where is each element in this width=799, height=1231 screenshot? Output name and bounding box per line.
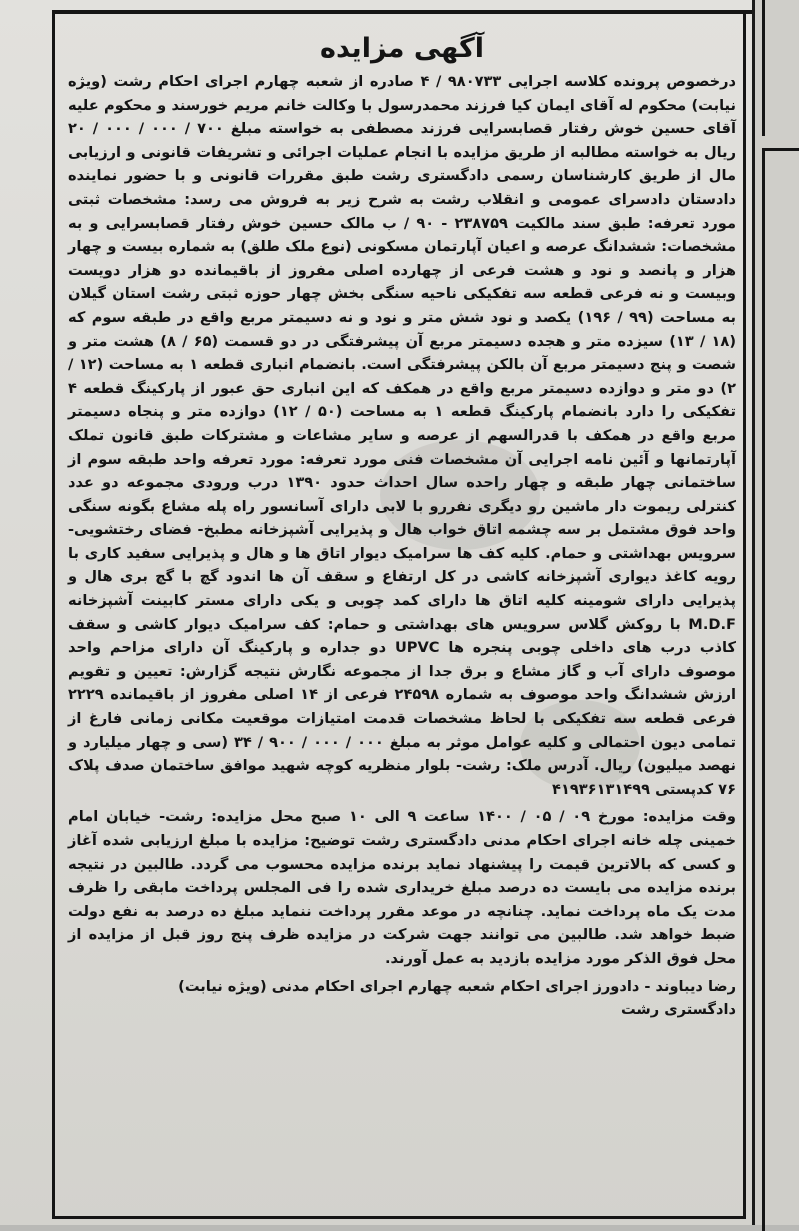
auction-time-and-terms: وقت مزایده: مورخ ۰۹ / ۰۵ / ۱۴۰۰ ساعت ۹ الی ۱۰ صبح محل مزایده: رشت- خیابان امام خمینی چله خانه اجرای احکام مدنی دادگستری رشت توضیح: مزایده با مبلغ ارزیابی شده آغاز و کسی که بالاترین قیمت را پیشنهاد نماید برنده مزایده محسوب می گردد. طالبین در نتیجه برنده مزایده می بایست ده درصد مبلغ خریداری شده را فی المجلس پرداخت مابقی را ظرف مدت یک ماه پرداخت نماید. چنانچه در موعد مقرر پرداخت ننماید مبلغ ده درصد به نفع دولت ضبط خواهد شد. طالبین می توانند جهت شرکت در مزایده ظرف پنج روز قبل از مزایده از محل فوق الذکر مورد مزایده بازدید به عمل آورند.: [68, 808, 736, 967]
adjacent-ad-frame: [762, 148, 799, 1231]
notice-body: درخصوص پرونده کلاسه اجرایی ۹۸۰۷۳۳ / ۴ صادره از شعبه چهارم اجرای احکام رشت (ویژه نیابت) محکوم له آقای ایمان کیا فرزند محمدرسول با وکالت خانم مریم خورسند و محکوم علیه آقای حسین خوش رفتار قصابسرایی فرزند مصطفی به خواسته مبلغ ۷۰۰ / ۰۰۰ / ۰۰۰ / ۲۰ ریال به خواسته مطالبه از طریق مزایده با انجام عملیات اجرائی و تشریفات قانونی و ارزیابی مال از طریق کارشناسان رسمی دادگستری رشت طبق مقررات قانونی و با حضور نماینده دادستان دادسرای عمومی و انقلاب رشت به شرح زیر به فروش می رسد: مشخصات ثبتی مورد تعرفه: طبق سند مالکیت ۲۳۸۷۵۹ - ۹۰ / ب مالک حسین خوش رفتار قصابسرایی و به مشخصات: ششدانگ عرصه و اعیان آپارتمان مسکونی (نوع ملک طلق) به شماره بیست و چهار هزار و پانصد و نود و هشت فرعی از چهارده اصلی مفروز از باقیمانده دو هزار دویست وبیست و نه فرعی قطعه سه تفکیکی ناحیه سنگی بخش چهار حوزه ثبتی رشت استان گیلان به مساحت (۹۹ / ۱۹۶) یکصد و نود شش متر و نود و نه دسیمتر مربع واقع در طبقه سوم که (۱۸ / ۱۳) سیزده متر و هجده دسیمتر مربع آن پیشرفتگی در دو قسمت (۶۵ / ۸) هشت متر و شصت و پنج دسیمتر مربع آن بالکن پیشرفتگی است. بانضمام انباری قطعه ۱ به مساحت (۱۲ / ۲) دو متر و دوازده دسیمتر مربع واقع در همکف که این انباری حق عبور از پارکینگ قطعه ۴ تفکیکی را دارد بانضمام پارکینگ قطعه ۱ به مساحت (۵۰ / ۱۲) دوازده متر و پنجاه دسیمتر مربع واقع در همکف با قدرالسهم از عرصه و سایر مشاعات و مشترکات طبق قانون تملک آپارتمانها و آئین نامه اجرایی آن مشخصات فنی مورد تعرفه: مورد تعرفه واحد طبقه سوم از ساختمانی چهار طبقه و چهار راحده سال احداث حدود ۱۳۹۰ درب ورودی مجموعه دو عدد کنترلی ریموت دار ماشین رو دیگری نفررو با لابی دارای آسانسور راه پله مشاع بگونه سنگی واحد فوق مشتمل بر سه چشمه اتاق خواب هال و پذیرایی آشپزخانه مطبخ- فضای رختشویی- سرویس بهداشتی و حمام. کلیه کف ها سرامیک دیوار اتاق ها و هال و پذیرایی سفید کاری با رویه کاغذ دیواری آشپزخانه کاشی در کل ارتفاع و سقف آن ها اندود گچ با گچ بری هال و پذیرایی دارای شومینه کلیه اتاق ها دارای کمد چوبی و یکی دارای مستر کابینت آشپزخانه M.D.F با روکش گلاس سرویس های بهداشتی و حمام: کف سرامیک دیوار کاشی و سقف کاذب درب های داخلی چوبی پنجره ها UPVC دو جداره و پارکینگ آن دارای مزاحم واحد موصوف دارای آب و گاز مشاع و برق جدا از مجموعه نگارش نتیجه گزارش: تعیین و تقویم ارزش ششدانگ واحد موصوف به شماره ۲۴۵۹۸ فرعی از ۱۴ اصلی مفروز از باقیمانده ۲۲۲۹ فرعی قطعه سه تفکیکی با لحاظ مشخصات قدمت امتیازات موقعیت مکانی زمانی فارغ از تمامی دیون احتمالی و کلیه عوامل موثر به مبلغ ۰۰۰ / ۰۰۰ / ۹۰۰ / ۳۴ (سی و چهار میلیارد و نهصد میلیون) ریال. آدرس ملک: رشت- بلوار منظریه کوچه شهید موافق ساختمان صدف پلاک ۷۶ کدپستی ۴۱۹۳۶۱۳۱۴۹۹: [68, 73, 737, 798]
auction-notice: [68, 30, 736, 1215]
adjacent-ad-frame: [762, 0, 799, 136]
notice-title: آگهی مزایده: [320, 33, 484, 64]
notice-signature: رضا دیباوند - دادورز اجرای احکام شعبه چهارم اجرای احکام مدنی (ویژه نیابت) دادگستری رشت: [178, 977, 736, 1019]
